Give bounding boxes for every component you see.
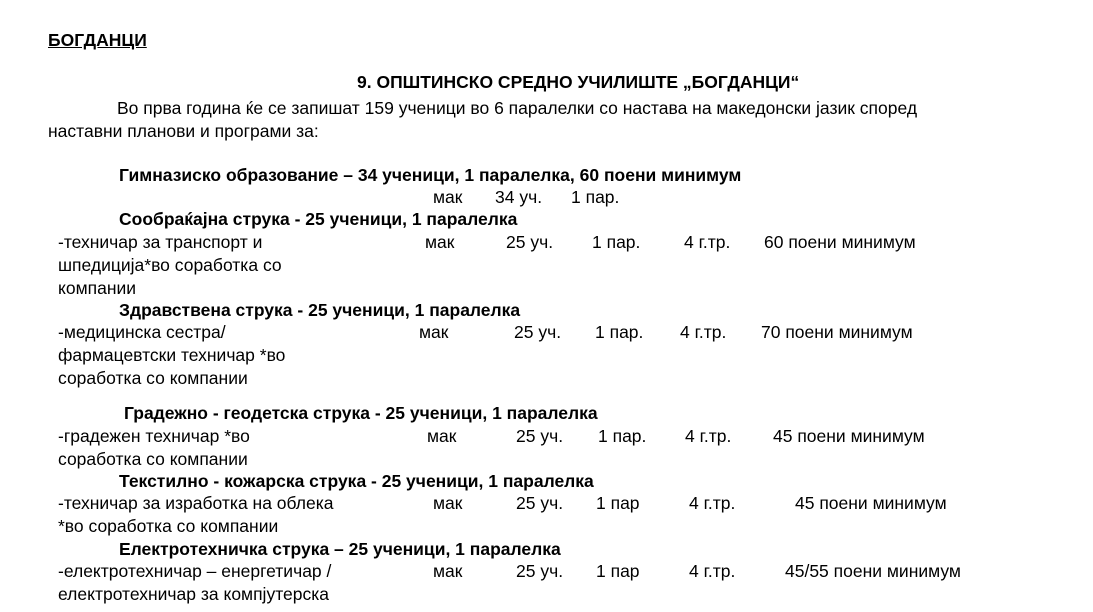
program-line: -електротехничар – енергетичар / xyxy=(58,561,332,581)
program-line: шпедиција*во соработка со xyxy=(58,255,282,275)
section-heading: Здравствена струка - 25 ученици, 1 паралелка xyxy=(119,300,521,320)
students: 25 уч. xyxy=(516,561,564,581)
min-points: 60 поени минимум xyxy=(764,232,916,252)
gymnasium-heading: Гимназиско образование – 34 ученици, 1 паралелка, 60 поени минимум xyxy=(119,165,742,185)
gymnasium-classes: 1 пар. xyxy=(571,187,620,207)
section-heading: Градежно - геодетска струка - 25 ученици, 1 паралелка xyxy=(124,403,598,423)
years: 4 г.тр. xyxy=(689,561,736,581)
program-line: -техничар за изработка на облека xyxy=(58,493,334,513)
program-line: компании xyxy=(58,278,137,298)
intro-line-2: наставни планови и програми за: xyxy=(48,121,319,141)
program-line: соработка со компании xyxy=(58,368,248,388)
years: 4 г.тр. xyxy=(684,232,731,252)
students: 25 уч. xyxy=(516,426,564,446)
language: мак xyxy=(433,561,463,581)
town-heading: БОГДАНЦИ xyxy=(48,30,147,50)
school-title: 9. ОПШТИНСКО СРЕДНО УЧИЛИШТЕ „БОГДАНЦИ“ xyxy=(357,72,800,92)
gymnasium-language: мак xyxy=(433,187,463,207)
years: 4 г.тр. xyxy=(689,493,736,513)
intro-line-1: Во прва година ќе се запишат 159 ученици во 6 паралелки со настава на македонски јазик според xyxy=(117,98,918,118)
program-line: -медицинска сестра/ xyxy=(58,322,226,342)
years: 4 г.тр. xyxy=(685,426,732,446)
program-line: -техничар за транспорт и xyxy=(58,232,263,252)
classes: 1 пар xyxy=(596,493,640,513)
classes: 1 пар. xyxy=(592,232,641,252)
years: 4 г.тр. xyxy=(680,322,727,342)
section-heading: Електротехничка струка – 25 ученици, 1 паралелка xyxy=(119,539,561,559)
program-line: електротехничар за компјутерска xyxy=(58,584,330,604)
program-line: фармацевтски техничар *во xyxy=(58,345,286,365)
section-heading: Сообраќајна струка - 25 ученици, 1 паралелка xyxy=(119,209,518,229)
language: мак xyxy=(427,426,457,446)
program-line: соработка со компании xyxy=(58,449,248,469)
min-points: 45/55 поени минимум xyxy=(785,561,961,581)
classes: 1 пар. xyxy=(598,426,647,446)
language: мак xyxy=(419,322,449,342)
min-points: 45 поени минимум xyxy=(773,426,925,446)
min-points: 70 поени минимум xyxy=(761,322,913,342)
section-heading: Текстилно - кожарска струка - 25 ученици, 1 паралелка xyxy=(119,471,594,491)
classes: 1 пар xyxy=(596,561,640,581)
program-line: *во соработка со компании xyxy=(58,516,279,536)
min-points: 45 поени минимум xyxy=(795,493,947,513)
language: мак xyxy=(433,493,463,513)
students: 25 уч. xyxy=(514,322,562,342)
classes: 1 пар. xyxy=(595,322,644,342)
gymnasium-students: 34 уч. xyxy=(495,187,543,207)
students: 25 уч. xyxy=(506,232,554,252)
language: мак xyxy=(425,232,455,252)
program-line: -градежен техничар *во xyxy=(58,426,250,446)
students: 25 уч. xyxy=(516,493,564,513)
